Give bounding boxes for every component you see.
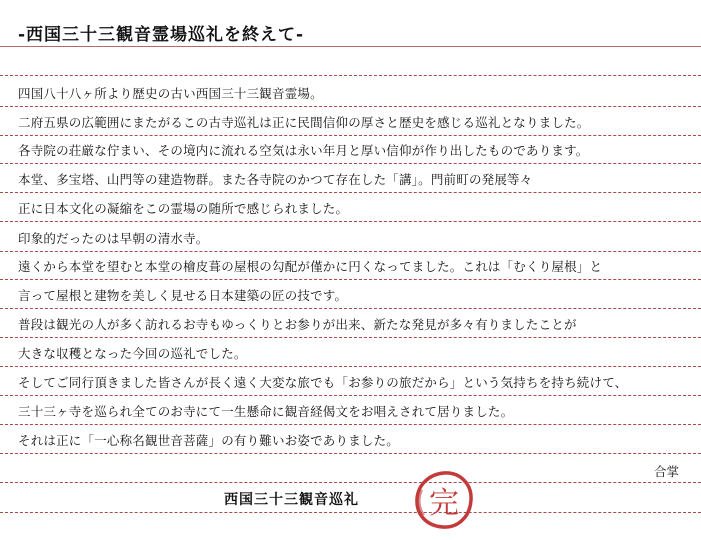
ruled-line — [0, 453, 701, 454]
body-line: 正に日本文化の凝縮をこの霊場の随所で感じられました。 — [18, 201, 349, 216]
ruled-line — [0, 308, 701, 309]
closing-gassho: 合掌 — [653, 464, 679, 479]
ruled-line — [0, 424, 701, 425]
body-line: 印象的だったのは早朝の清水寺。 — [18, 231, 209, 246]
page-title: -西国三十三観音霊場巡礼を終えて- — [18, 25, 305, 45]
ruled-line — [0, 163, 701, 164]
body-line: 三十三ヶ寺を巡られ全てのお寺にて一生懸命に観音経偈文をお唱えされて居りました。 — [18, 404, 514, 419]
seal-character: 完 — [429, 486, 459, 521]
ruled-line — [0, 192, 701, 193]
ruled-line — [0, 366, 701, 367]
ruled-line — [0, 221, 701, 222]
ruled-line — [0, 279, 701, 280]
ruled-line — [0, 512, 701, 513]
body-line: 各寺院の荘厳な佇まい、その境内に流れる空気は永い年月と厚い信仰が作り出したものであります。 — [18, 143, 589, 158]
completion-seal-icon — [412, 468, 476, 532]
ruled-line — [0, 135, 701, 136]
ruled-line — [0, 251, 701, 252]
ruled-line — [0, 482, 701, 483]
body-line: それは正に「一心称名観世音菩薩」の有り難いお姿でありました。 — [18, 433, 400, 448]
body-line: 普段は観光の人が多く訪れるお寺もゆっくりとお参りが出来、新たな発見が多々有りましたことが — [18, 317, 577, 332]
body-line: 遠くから本堂を望むと本堂の檜皮葺の屋根の勾配が僅かに円くなってました。これは「むくり屋根」と — [18, 259, 603, 274]
body-line: 四国八十八ヶ所より歴史の古い西国三十三観音霊場。 — [18, 86, 323, 101]
ruled-line — [0, 337, 701, 338]
body-line: 言って屋根と建物を美しく見せる日本建築の匠の技です。 — [18, 288, 348, 303]
body-line: 本堂、多宝塔、山門等の建造物群。また各寺院のかつて存在した「講」。門前町の発展等々 — [18, 172, 533, 187]
body-line: 二府五県の広範囲にまたがるこの古寺巡礼は正に民間信仰の厚さと歴史を感じる巡礼となりました。 — [18, 115, 590, 130]
ruled-line — [0, 106, 701, 107]
body-line: そしてご同行頂きました皆さんが長く遠く大変な旅でも「お参りの旅だから」という気持ちを持ち続けて、 — [18, 375, 628, 390]
title-underline — [0, 46, 701, 47]
ruled-line — [0, 75, 701, 76]
ruled-line — [0, 395, 701, 396]
signature: 西国三十三観音巡礼 — [224, 492, 359, 508]
body-line: 大きな収穫となった今回の巡礼でした。 — [18, 346, 247, 361]
